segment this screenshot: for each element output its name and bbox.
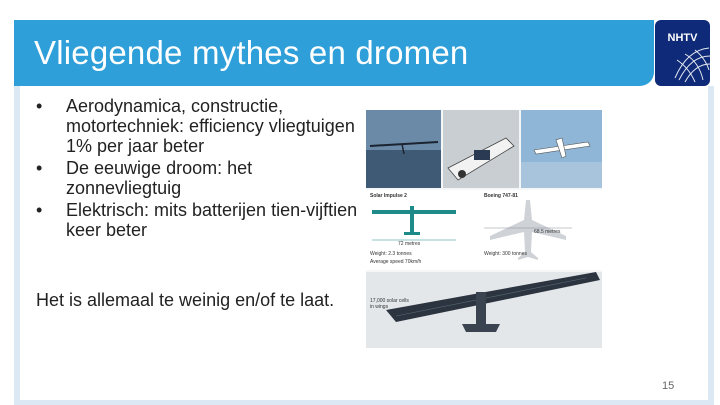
left-accent-strip <box>14 86 20 405</box>
bullet-dot: • <box>36 158 43 178</box>
solar-speed-label: Average speed 70km/h <box>370 259 422 265</box>
bullet-item <box>30 200 360 240</box>
photo-electric-plane <box>521 110 602 188</box>
bullet-item <box>30 96 360 156</box>
closing-text: Het is allemaal te weinig en/of te laat. <box>36 290 335 310</box>
solar-cells-label: 17,000 solar cells in wings <box>370 298 409 310</box>
logo-text: NHTV <box>667 32 698 44</box>
bullet-dot: • <box>36 200 43 220</box>
bullet-text: Aerodynamica, constructie, motortechniek: efficiency vliegtuigen 1% per jaar beter <box>66 96 355 156</box>
bullet-dot: • <box>36 96 43 116</box>
right-accent-strip <box>708 86 714 405</box>
infographic-drawing <box>366 110 602 348</box>
page-number: 15 <box>662 380 675 392</box>
bottom-accent-strip <box>14 400 714 405</box>
bullet-item <box>30 158 360 198</box>
bullet-list <box>30 96 360 242</box>
bullet-text: Elektrisch: mits batterijen tien-vijftien keer beter <box>66 200 358 240</box>
globe-icon <box>655 20 710 86</box>
solar-weight-label: Weight: 2.3 tonnes <box>370 251 412 257</box>
solar-name-label: Solar Impulse 2 <box>370 193 407 199</box>
boeing-span-label: 68.5 metres <box>534 229 561 235</box>
boeing-name-label: Boeing 747-81 <box>484 193 518 199</box>
photo-solar-plane-flight <box>366 110 441 188</box>
nhtv-logo <box>655 20 710 86</box>
bullet-text: De eeuwige droom: het zonnevliegtuig <box>66 158 253 198</box>
boeing-weight-label: Weight: 300 tonnes <box>484 251 527 257</box>
photo-solar-plane-ground <box>366 272 602 348</box>
solar-span-label: 72 metres <box>398 241 421 247</box>
solar-plane-infographic <box>366 110 602 348</box>
photo-solar-plane-closeup <box>443 110 519 188</box>
slide-title: Vliegende mythes en dromen <box>34 34 469 71</box>
